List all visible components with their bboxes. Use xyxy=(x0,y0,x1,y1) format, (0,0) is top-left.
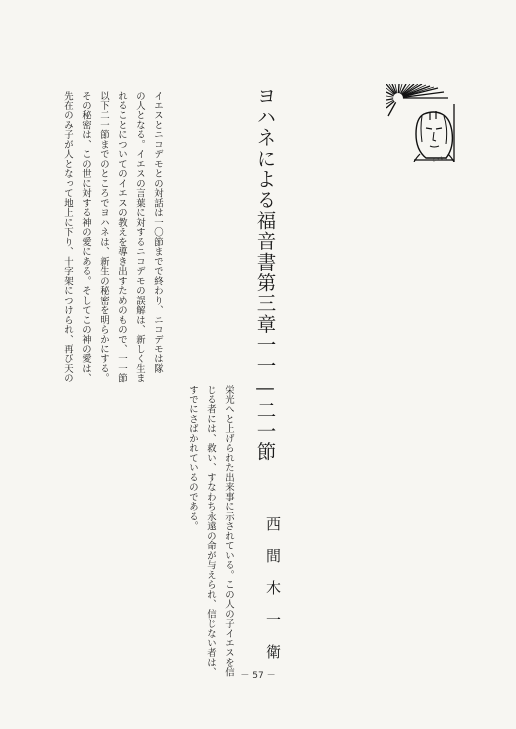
article-title: ヨハネによる福音書第三章一一—二一節 xyxy=(253,86,277,463)
body-line: れることについてのイエスの教えを導き出すためのもので、一一節 xyxy=(116,91,127,384)
body-text-continued xyxy=(183,385,237,678)
page-number: － 57 － xyxy=(240,671,276,681)
body-line: すでにさばかれているのである。 xyxy=(187,385,198,532)
body-line: 先在のみ子が人となって地上に下り、十字架につけられ、再び天の xyxy=(62,91,73,384)
body-line: その秘密は、この世に対する神の愛にある。そしてこの神の愛は、 xyxy=(80,91,91,384)
body-line: の人となる。イエスの言葉に対するニコデモの誤解は、新しく生ま xyxy=(134,91,145,384)
illustration-signature: ｇｓｋｓ xyxy=(432,156,448,161)
rays-figure-illustration xyxy=(386,84,460,162)
author-name: 西間木一衛 xyxy=(264,516,282,676)
body-line: イエスとニコデモとの対話は一〇節までで終わり、ニコデモは隊 xyxy=(152,91,163,374)
body-line: 以下二一節までのところでヨハネは、新生の秘密を明らかにする。 xyxy=(98,91,109,384)
body-line: 栄光へと上げられた出来事に示されている。この人の子イエスを信 xyxy=(223,385,234,678)
body-line: じる者には、救い、すなわち永遠の命が与えられ、信じない者は、 xyxy=(205,385,216,678)
body-text xyxy=(58,91,166,384)
